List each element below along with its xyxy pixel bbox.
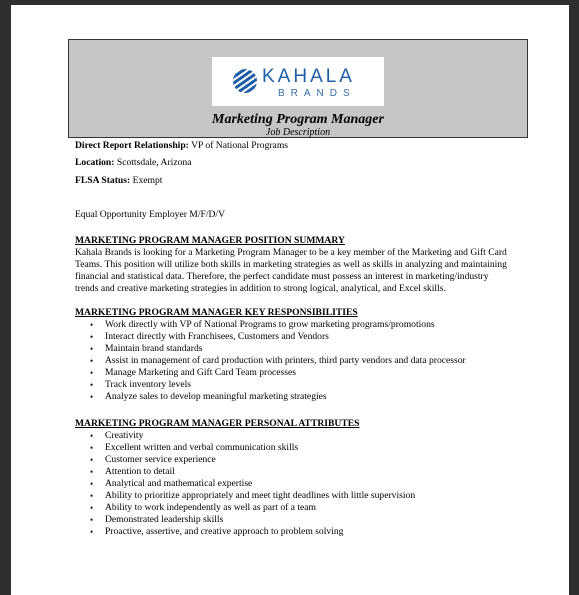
bullet-icon: • bbox=[90, 491, 94, 501]
list-item: Proactive, assertive, and creative approach to problem solving bbox=[105, 526, 344, 537]
list-item: Analytical and mathematical expertise bbox=[105, 478, 253, 489]
bullet-icon: • bbox=[90, 368, 94, 378]
list-item: Assist in management of card production with printers, third party vendors and data processor bbox=[105, 355, 466, 366]
bullet-icon: • bbox=[90, 356, 94, 366]
list-item: Ability to prioritize appropriately and meet tight deadlines with little supervision bbox=[105, 490, 416, 501]
bullet-icon: • bbox=[90, 431, 94, 441]
field-flsa bbox=[75, 175, 162, 187]
eoe-statement: Equal Opportunity Employer M/F/D/V bbox=[75, 209, 226, 220]
field-label: Direct Report Relationship: bbox=[75, 140, 189, 151]
field-label: FLSA Status: bbox=[75, 175, 131, 186]
list-item: Work directly with VP of National Programs to grow marketing programs/promotions bbox=[105, 319, 435, 330]
bullet-icon: • bbox=[90, 455, 94, 465]
summary-line: Teams. This position will utilize both skills in marketing strategies as well as skills in analyzing and maintaining bbox=[75, 259, 507, 270]
list-item: Track inventory levels bbox=[105, 379, 191, 390]
attributes-heading: MARKETING PROGRAM MANAGER PERSONAL ATTRIBUTES bbox=[75, 418, 360, 429]
list-item: Ability to work independently as well as part of a team bbox=[105, 502, 317, 513]
logo-name: KAHALA bbox=[262, 66, 355, 87]
company-logo bbox=[212, 57, 384, 106]
field-value: VP of National Programs bbox=[191, 140, 289, 151]
globe-icon bbox=[233, 69, 257, 93]
logo-subtitle: BRANDS bbox=[278, 88, 356, 99]
field-direct-report bbox=[75, 140, 288, 152]
list-item: Analyze sales to develop meaningful marketing strategies bbox=[105, 391, 327, 402]
list-item: Excellent written and verbal communication skills bbox=[105, 442, 299, 453]
bullet-icon: • bbox=[90, 380, 94, 390]
summary-line: Kahala Brands is looking for a Marketing Program Manager to be a key member of the Marketing and Gift Card bbox=[75, 247, 507, 258]
summary-line: financial and statistical data. Therefore, the perfect candidate must possess an interest in marketing/industry bbox=[75, 271, 489, 282]
bullet-icon: • bbox=[90, 332, 94, 342]
list-item: Interact directly with Franchisees, Customers and Vendors bbox=[105, 331, 329, 342]
bullet-icon: • bbox=[90, 320, 94, 330]
list-item: Maintain brand standards bbox=[105, 343, 203, 354]
bullet-icon: • bbox=[90, 443, 94, 453]
bullet-icon: • bbox=[90, 515, 94, 525]
responsibilities-heading: MARKETING PROGRAM MANAGER KEY RESPONSIBILITIES bbox=[75, 307, 358, 318]
field-value: Scottsdale, Arizona bbox=[116, 157, 192, 168]
list-item: Demonstrated leadership skills bbox=[105, 514, 224, 525]
list-item: Creativity bbox=[105, 430, 144, 441]
job-subtitle: Job Description bbox=[265, 127, 331, 138]
bullet-icon: • bbox=[90, 344, 94, 354]
list-item: Customer service experience bbox=[105, 454, 216, 465]
job-title: Marketing Program Manager bbox=[212, 112, 384, 127]
header-box bbox=[68, 39, 528, 138]
summary-line: trends and creative marketing strategies in addition to strong logical, analytical, and Excel skills. bbox=[75, 283, 446, 294]
summary-heading: MARKETING PROGRAM MANAGER POSITION SUMMARY bbox=[75, 235, 345, 246]
bullet-icon: • bbox=[90, 479, 94, 489]
bullet-icon: • bbox=[90, 392, 94, 402]
field-label: Location: bbox=[75, 157, 115, 168]
document-page bbox=[11, 5, 569, 595]
field-value: Exempt bbox=[132, 175, 163, 186]
bullet-icon: • bbox=[90, 467, 94, 477]
bullet-icon: • bbox=[90, 527, 94, 537]
list-item: Manage Marketing and Gift Card Team processes bbox=[105, 367, 296, 378]
list-item: Attention to detail bbox=[105, 466, 175, 477]
field-location bbox=[75, 157, 191, 169]
bullet-icon: • bbox=[90, 503, 94, 513]
